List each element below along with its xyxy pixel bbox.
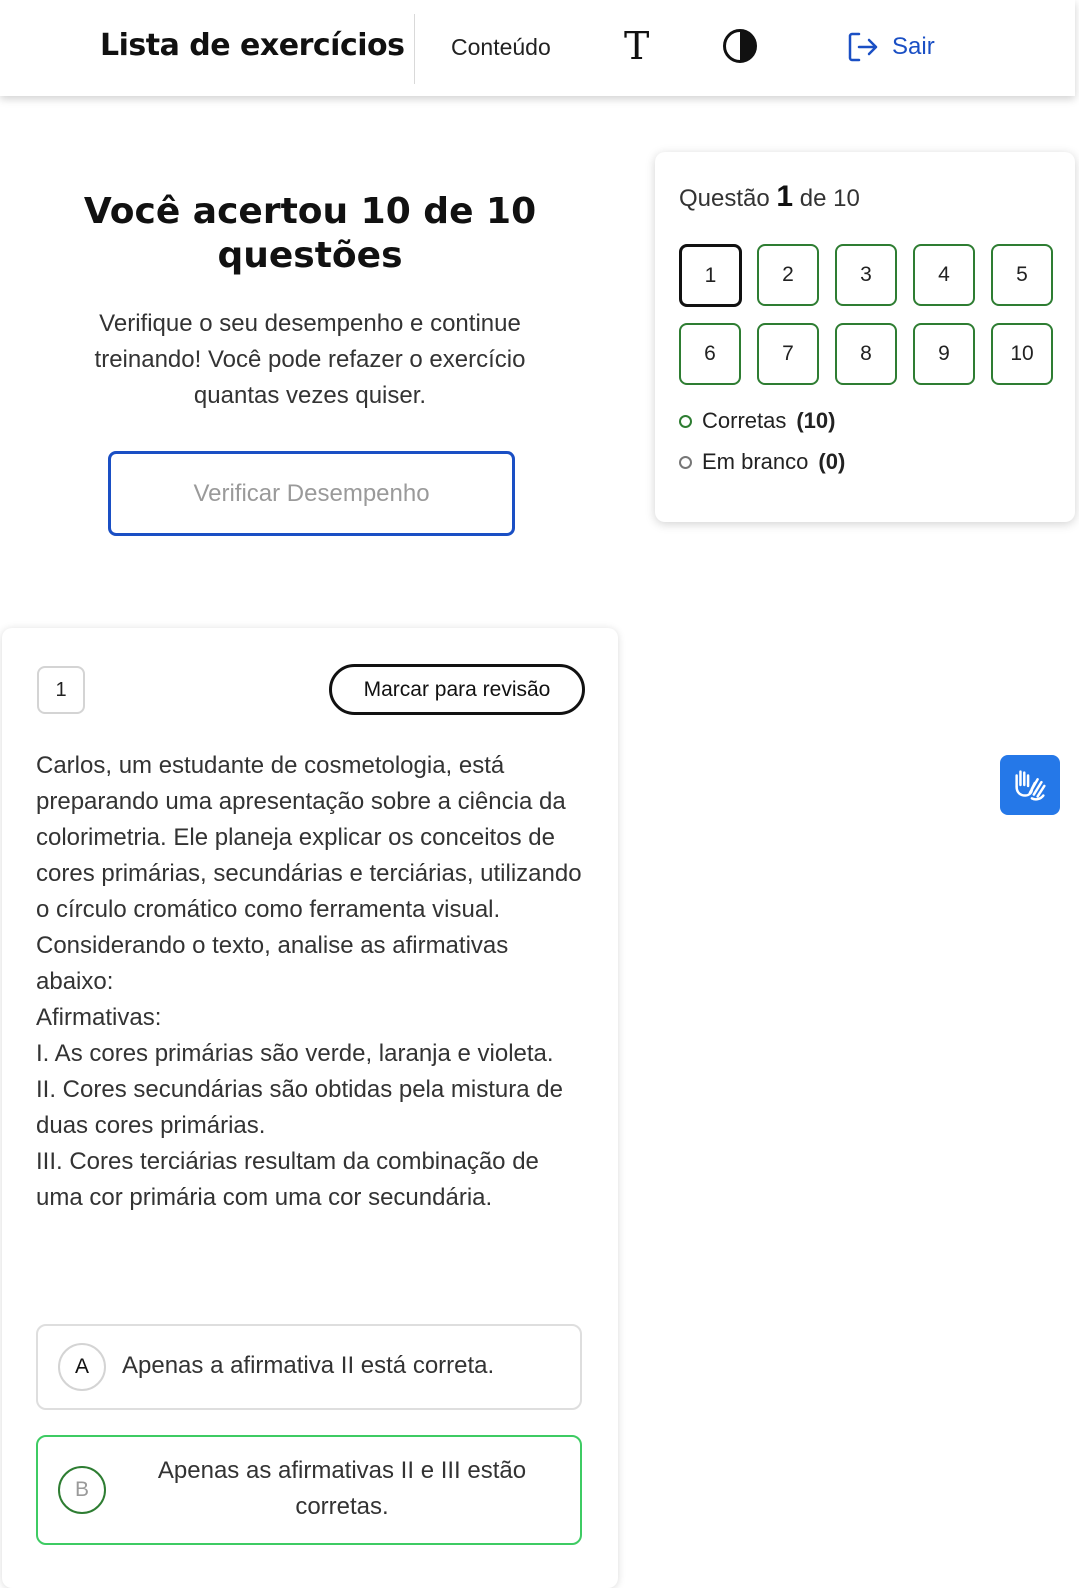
- statement-paragraph: Afirmativas:: [36, 1004, 162, 1031]
- statement-paragraph: Considerando o texto, analise as afirmativas abaixo:: [36, 932, 509, 995]
- question-box-7[interactable]: 7: [757, 323, 819, 385]
- legend-blank-label: Em branco: [702, 449, 809, 474]
- question-grid: [679, 244, 1053, 385]
- question-card: [2, 628, 618, 1588]
- legend-blank-count: (0): [818, 449, 846, 474]
- statement-paragraph: Carlos, um estudante de cosmetologia, está preparando uma apresentação sobre a ciência da colorimetria. Ele planeja explicar os conceitos de cores primárias, secundárias e terciárias, utilizando o círculo cromático como ferramenta visual.: [36, 752, 582, 923]
- mark-for-review-button[interactable]: Marcar para revisão: [329, 664, 585, 715]
- header-divider: [414, 14, 415, 84]
- option-letter: B: [58, 1466, 106, 1514]
- indicator-suffix: de 10: [799, 185, 860, 212]
- indicator-prefix: Questão: [679, 185, 770, 212]
- indicator-current: 1: [776, 180, 794, 213]
- top-header: [0, 0, 1075, 96]
- question-box-1[interactable]: 1: [679, 244, 742, 307]
- question-box-9[interactable]: 9: [913, 323, 975, 385]
- question-box-6[interactable]: 6: [679, 323, 741, 385]
- answer-option-a[interactable]: [36, 1324, 582, 1410]
- logout-label: Sair: [892, 33, 935, 60]
- question-box-8[interactable]: 8: [835, 323, 897, 385]
- correct-dot-icon: [679, 415, 692, 428]
- font-size-icon[interactable]: T: [624, 24, 650, 68]
- option-text: Apenas a afirmativa II está correta.: [122, 1352, 495, 1379]
- question-box-5[interactable]: 5: [991, 244, 1053, 306]
- blank-dot-icon: [679, 456, 692, 469]
- logout-button[interactable]: [846, 30, 935, 64]
- statement-paragraph: III. Cores terciárias resultam da combinação de uma cor primária com uma cor secundária.: [36, 1148, 539, 1211]
- contrast-icon[interactable]: [722, 28, 758, 64]
- question-navigator: [655, 152, 1075, 522]
- result-title: Você acertou 10 de 10 questões: [83, 191, 537, 276]
- legend-blank: [679, 449, 845, 475]
- sign-language-button[interactable]: [1000, 755, 1060, 815]
- question-box-2[interactable]: 2: [757, 244, 819, 306]
- legend-correct: [679, 408, 835, 434]
- verify-performance-button[interactable]: Verificar Desempenho: [108, 451, 515, 536]
- nav-link-conteudo[interactable]: Conteúdo: [451, 34, 551, 60]
- answer-option-b[interactable]: [36, 1435, 582, 1545]
- legend-correct-count: (10): [796, 408, 836, 433]
- result-subtitle: Verifique o seu desempenho e continue treinando! Você pode refazer o exercício quantas vezes quiser.: [94, 310, 526, 409]
- statement-paragraph: I. As cores primárias são verde, laranja e violeta.: [36, 1040, 554, 1067]
- sign-language-hands-icon: [1009, 764, 1051, 806]
- question-box-4[interactable]: 4: [913, 244, 975, 306]
- question-box-10[interactable]: 10: [991, 323, 1053, 385]
- logout-icon: [846, 30, 880, 64]
- question-box-3[interactable]: 3: [835, 244, 897, 306]
- page-title: Lista de exercícios: [100, 28, 405, 63]
- option-text: Apenas as afirmativas II e III estão corretas.: [157, 1457, 527, 1520]
- question-statement: [36, 748, 586, 1216]
- question-number-badge: 1: [37, 666, 85, 714]
- question-indicator: [679, 180, 860, 214]
- statement-paragraph: II. Cores secundárias são obtidas pela mistura de duas cores primárias.: [36, 1076, 563, 1139]
- option-letter: A: [58, 1343, 106, 1391]
- legend-correct-label: Corretas: [702, 408, 787, 433]
